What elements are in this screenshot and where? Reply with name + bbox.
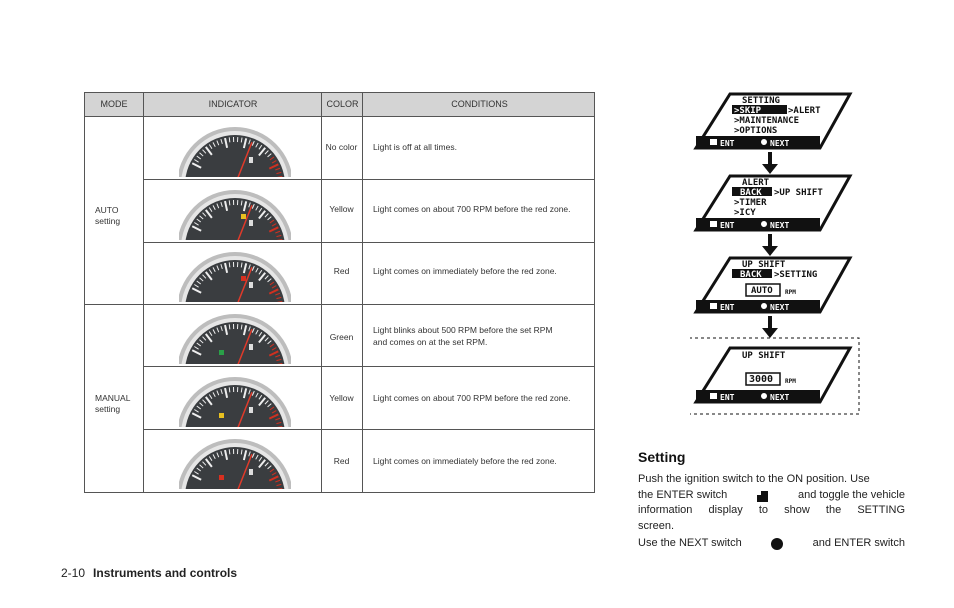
column-divider: [321, 93, 322, 492]
page-footer: [61, 566, 237, 580]
header-color: COLOR: [326, 99, 359, 109]
row-color: Yellow: [329, 204, 354, 214]
tachometer-gauge-image: [179, 435, 291, 489]
display-screen-upshift-rpm: [696, 348, 850, 402]
paragraph-line: Push the ignition switch to the ON position. Use: [638, 473, 870, 485]
condition-line: Light comes on immediately before the red zone.: [373, 266, 557, 276]
header-indicator: INDICATOR: [208, 99, 258, 109]
screen-line: >SKIP: [734, 106, 762, 116]
row-divider: [85, 304, 594, 305]
screen-line: >UP SHIFT: [774, 188, 823, 198]
next-switch-icon: [761, 221, 767, 227]
screen-line: >ICY: [734, 208, 756, 218]
condition-line: and comes on at the set RPM.: [373, 337, 488, 347]
next-label: NEXT: [770, 139, 790, 148]
tachometer-gauge-image: [179, 310, 291, 364]
column-divider: [143, 93, 144, 492]
display-screen-alert: [696, 176, 850, 230]
tachometer-gauge-image: [179, 186, 291, 240]
enter-switch-icon: [757, 491, 768, 502]
screen-title: ALERT: [742, 178, 770, 188]
row-condition: [373, 203, 588, 215]
display-screen-setting: [696, 94, 850, 148]
paragraph-line: [638, 488, 905, 504]
screen-line: >ALERT: [788, 106, 821, 116]
mode-auto-sub: setting: [95, 216, 121, 226]
enter-switch-icon: [710, 303, 717, 309]
paragraph-text: and toggle the vehicle: [797, 488, 905, 501]
chapter-title: Instruments and controls: [93, 566, 238, 580]
table-header: [85, 93, 594, 117]
row-condition: [373, 455, 588, 467]
screen-line: >SETTING: [774, 270, 818, 280]
paragraph-text: and ENTER switch: [812, 537, 905, 549]
mode-manual-sub: setting: [95, 404, 121, 414]
condition-line: Light blinks about 500 RPM before the set RPM: [373, 325, 553, 335]
next-label: NEXT: [770, 303, 790, 312]
rpm-unit: RPM: [785, 378, 796, 385]
enter-switch-icon: [710, 221, 717, 227]
indicator-table: [84, 92, 595, 493]
next-label: NEXT: [770, 393, 790, 402]
ent-label: ENT: [720, 139, 735, 148]
row-divider: [144, 179, 594, 180]
column-divider: [362, 93, 363, 492]
header-conditions: CONDITIONS: [451, 99, 508, 109]
row-condition: [373, 265, 588, 277]
paragraph-text: Use the NEXT switch: [638, 537, 742, 549]
condition-line: Light comes on about 700 RPM before the red zone.: [373, 204, 571, 214]
header-mode: MODE: [100, 99, 128, 109]
tachometer-gauge-image: [179, 248, 291, 302]
screen-line: >MAINTENANCE: [734, 116, 800, 126]
setting-paragraph: [638, 472, 905, 534]
screen-line: >TIMER: [734, 198, 767, 208]
next-switch-icon: [761, 139, 767, 145]
screen-title: SETTING: [742, 96, 780, 106]
mode-auto: [95, 205, 120, 227]
enter-switch-icon: [710, 393, 717, 399]
ent-label: ENT: [720, 393, 735, 402]
condition-line: Light comes on immediately before the red zone.: [373, 456, 557, 466]
rpm-value: 3000: [749, 374, 774, 385]
row-color: Green: [329, 332, 354, 342]
ent-label: ENT: [720, 303, 735, 312]
row-color: Red: [333, 456, 350, 466]
mode-manual-label: MANUAL: [95, 393, 131, 403]
row-condition: [373, 324, 588, 348]
arrow-down-icon: [762, 234, 778, 256]
screen-line: BACK: [740, 188, 762, 198]
row-color: No color: [325, 142, 358, 152]
condition-line: Light comes on about 700 RPM before the red zone.: [373, 393, 571, 403]
mode-manual: [95, 393, 130, 415]
ent-label: ENT: [720, 221, 735, 230]
paragraph-text: the ENTER switch: [638, 488, 728, 501]
row-color: Red: [333, 266, 350, 276]
arrow-down-icon: [762, 152, 778, 174]
display-flow-diagram: [690, 90, 860, 420]
condition-line: Light is off at all times.: [373, 142, 457, 152]
mode-auto-label: AUTO: [95, 205, 119, 215]
screen-title: UP SHIFT: [742, 260, 786, 270]
row-condition: [373, 392, 588, 404]
screen-title: UP SHIFT: [742, 351, 786, 361]
screen-line: >OPTIONS: [734, 126, 778, 136]
tachometer-gauge-image: [179, 373, 291, 427]
tachometer-gauge-image: [179, 123, 291, 177]
setting-paragraph-2: [638, 536, 905, 552]
row-divider: [144, 366, 594, 367]
screen-line: BACK: [740, 270, 762, 280]
rpm-value: AUTO: [751, 286, 773, 296]
paragraph-line: information display to show the SETTING: [638, 504, 905, 516]
row-color: Yellow: [329, 393, 354, 403]
next-switch-icon: [761, 393, 767, 399]
row-divider: [144, 242, 594, 243]
enter-switch-icon: [710, 139, 717, 145]
arrow-down-icon: [762, 316, 778, 338]
row-condition: [373, 141, 588, 153]
rpm-unit: RPM: [785, 289, 796, 296]
next-label: NEXT: [770, 221, 790, 230]
next-switch-icon: [771, 538, 783, 550]
paragraph-line: screen.: [638, 519, 675, 532]
display-screen-upshift-auto: [696, 258, 850, 312]
section-heading: Setting: [638, 449, 686, 465]
next-switch-icon: [761, 303, 767, 309]
row-divider: [144, 429, 594, 430]
page-number: 2-10: [61, 566, 86, 580]
